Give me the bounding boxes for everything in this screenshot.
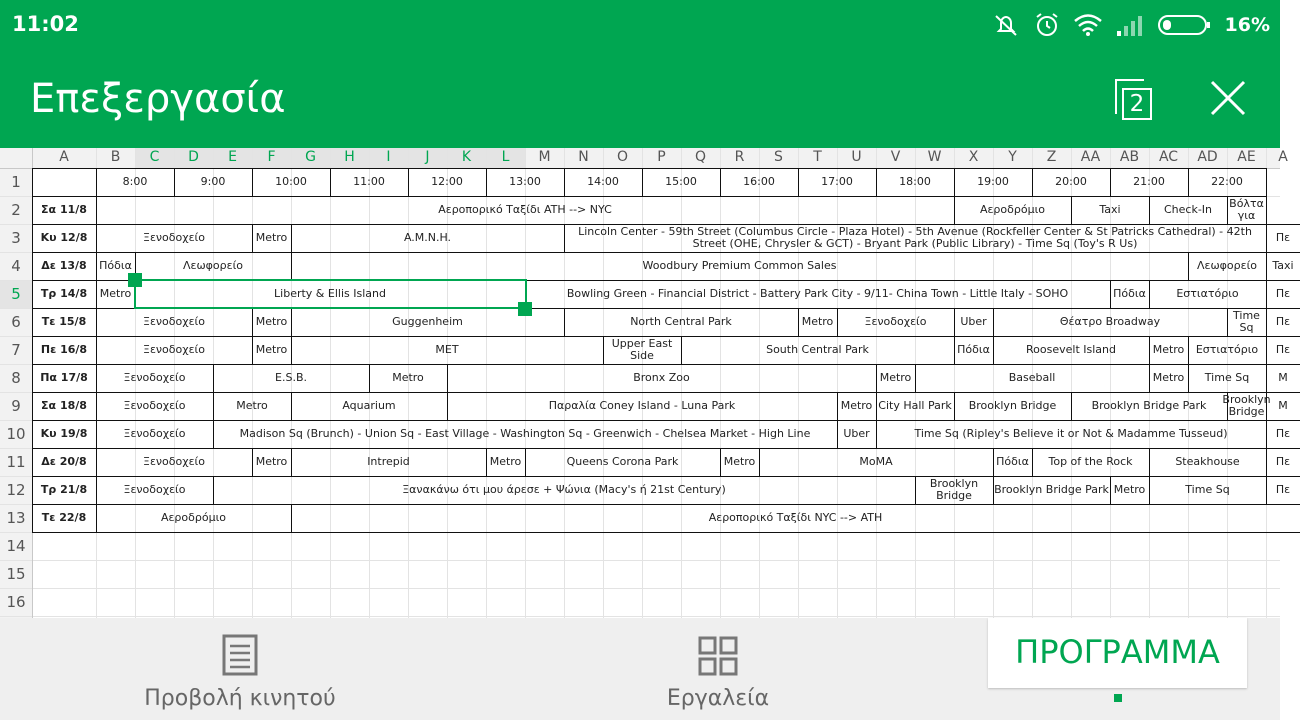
row-header[interactable]: 13 [6, 509, 26, 527]
grid-cell[interactable]: 12:00 [431, 175, 463, 188]
grid-cell[interactable]: Δε 20/8 [41, 455, 87, 468]
grid-cell[interactable]: Ξενοδοχείο [143, 315, 205, 328]
row-header[interactable]: 2 [11, 201, 21, 219]
status-time: 11:02 [12, 12, 79, 36]
battery-percent: 16% [1224, 14, 1270, 36]
row-header[interactable]: 6 [11, 313, 21, 331]
grid-cell[interactable]: Πε 16/8 [40, 343, 88, 356]
grid-cell[interactable]: Αεροδρόμιο [979, 203, 1046, 216]
grid-cell[interactable]: MET [435, 343, 459, 356]
grid-cell[interactable]: Metro [99, 287, 132, 300]
grid-cell[interactable]: M [1278, 371, 1288, 384]
grid-cell[interactable]: Roosevelt Island [1026, 343, 1116, 356]
row-header[interactable]: 15 [6, 565, 26, 583]
grid-cell[interactable]: Πε [1275, 455, 1291, 468]
grid-cell[interactable]: South Central Park [766, 343, 869, 356]
grid-cell[interactable]: Ξενοδοχείο [143, 455, 205, 468]
grid-cell[interactable]: Λεωφορείο [182, 259, 244, 272]
grid-cell[interactable]: Metro [255, 343, 288, 356]
close-icon[interactable] [1208, 78, 1248, 118]
grid-cell[interactable]: Baseball [1008, 371, 1056, 384]
grid-cell[interactable]: Σα 11/8 [41, 203, 87, 216]
column-header[interactable]: E [228, 149, 237, 165]
grid-cell[interactable]: Time Sq (Ripley's Believe it or Not & Madamme Tusseud) [914, 427, 1228, 440]
row-header[interactable]: 9 [11, 397, 21, 415]
column-header[interactable]: B [110, 149, 121, 165]
grid-cell[interactable]: 8:00 [122, 175, 148, 188]
grid-cell[interactable]: Πόδια [996, 455, 1029, 468]
grid-cell[interactable]: 15:00 [665, 175, 697, 188]
column-header[interactable]: X [968, 149, 979, 165]
grid-icon [698, 636, 738, 676]
row-header[interactable]: 14 [6, 537, 26, 555]
grid-cell[interactable]: 18:00 [899, 175, 931, 188]
grid-cell[interactable]: Uber [843, 427, 870, 440]
grid-cell[interactable]: 16:00 [743, 175, 775, 188]
column-header[interactable]: N [578, 149, 589, 165]
grid-cell[interactable]: Bowling Green - Financial District - Battery Park City - 9/11- China Town - Little Italy - SOHO [566, 287, 1069, 300]
column-header[interactable]: R [734, 149, 745, 165]
alarm-icon [1033, 11, 1061, 39]
grid-cell[interactable]: Τε 15/8 [41, 315, 87, 328]
grid-cell[interactable]: 14:00 [587, 175, 619, 188]
column-header[interactable]: AC [1158, 149, 1179, 165]
grid-cell[interactable]: Πε [1275, 343, 1291, 356]
status-bar [0, 0, 1280, 50]
grid-cell[interactable]: Ξενοδοχείο [864, 315, 927, 328]
column-header[interactable]: L [501, 149, 510, 165]
grid-cell[interactable]: Uber [960, 315, 987, 328]
row-header[interactable]: 7 [11, 341, 21, 359]
grid-cell[interactable]: City Hall Park [878, 399, 952, 412]
column-header[interactable]: A [1278, 149, 1288, 165]
grid-cell[interactable]: Metro [879, 371, 912, 384]
grid-cell[interactable]: 20:00 [1055, 175, 1087, 188]
grid-cell[interactable]: Θέατρο Broadway [1059, 315, 1161, 328]
status-icons [991, 10, 1270, 40]
column-header[interactable]: AB [1119, 149, 1140, 165]
grid-cell[interactable]: Πα 17/8 [40, 371, 88, 384]
bottom-toolbar [0, 618, 1280, 720]
mobile-view-label: Προβολή κινητού [144, 686, 336, 711]
row-header[interactable]: 11 [6, 453, 26, 471]
grid-cell[interactable]: Metro [723, 455, 756, 468]
column-header[interactable]: Z [1046, 149, 1057, 165]
grid-cell[interactable] [32, 168, 96, 196]
column-header[interactable]: AE [1237, 149, 1256, 165]
grid-cell[interactable]: North Central Park [630, 315, 732, 328]
grid-cell[interactable]: Queens Corona Park [566, 455, 679, 468]
grid-cell[interactable]: Ξενοδοχείο [123, 399, 186, 412]
column-header[interactable]: V [890, 149, 901, 165]
grid-cell[interactable]: Βόλτα για [1229, 197, 1264, 222]
grid-cell[interactable]: Πε [1275, 315, 1291, 328]
sheet-tab-label: ΠΡΟΓΡΑΜΜΑ [1015, 633, 1220, 671]
grid-cell[interactable]: Metro [1152, 343, 1185, 356]
grid-cell[interactable]: Upper East Side [611, 337, 673, 362]
grid-cell[interactable]: Πε [1275, 483, 1291, 496]
grid-cell[interactable]: Brooklyn Bridge [968, 399, 1057, 412]
grid-cell[interactable]: Bronx Zoo [633, 371, 690, 384]
column-header[interactable]: P [657, 149, 666, 165]
grid-cell[interactable]: Πόδια [1113, 287, 1146, 300]
column-header[interactable]: F [267, 149, 276, 165]
document-icon [220, 634, 260, 676]
grid-cell[interactable]: Ξενοδοχείο [123, 483, 186, 496]
grid-cell[interactable]: 11:00 [353, 175, 385, 188]
selection-start-handle[interactable] [128, 273, 142, 287]
spreadsheet-grid[interactable] [0, 148, 1294, 618]
grid-cell[interactable]: Taxi [1099, 203, 1121, 216]
column-header[interactable]: W [927, 149, 942, 165]
column-header[interactable]: U [851, 149, 862, 165]
column-header[interactable]: Q [694, 149, 707, 165]
column-header[interactable]: AD [1197, 149, 1218, 165]
grid-cell[interactable]: 19:00 [977, 175, 1009, 188]
grid-cell[interactable]: Time Sq [1204, 371, 1250, 384]
grid-cell[interactable]: Κυ 12/8 [40, 231, 88, 244]
row-header[interactable]: 12 [6, 481, 26, 499]
column-header[interactable]: O [616, 149, 629, 165]
grid-cell[interactable]: 21:00 [1133, 175, 1165, 188]
grid-cell[interactable]: Metro [489, 455, 522, 468]
grid-cell[interactable]: Εστιατόριο [1176, 287, 1239, 300]
mute-icon [991, 12, 1021, 38]
row-header[interactable]: 1 [11, 173, 21, 191]
page-title: Επεξεργασία [30, 76, 286, 122]
grid-cell[interactable]: 10:00 [275, 175, 307, 188]
grid-cell[interactable]: Τρ 21/8 [40, 483, 88, 496]
row-header[interactable]: 4 [11, 257, 21, 275]
grid-cell[interactable]: Metro [255, 455, 288, 468]
grid-cell[interactable]: Αεροπορικό Ταξίδι ATH --> NYC [438, 203, 612, 216]
grid-cell[interactable]: Αεροπορικό Ταξίδι NYC --> ATH [708, 511, 883, 524]
row-header[interactable]: 3 [11, 229, 21, 247]
sheet-count: 2 [1122, 88, 1152, 120]
app-bar [0, 50, 1280, 148]
column-header[interactable]: Y [1008, 149, 1017, 165]
grid-cell[interactable]: Check-In [1163, 203, 1213, 216]
grid-cell[interactable]: Metro [1113, 483, 1146, 496]
grid-cell[interactable]: Brooklyn Bridge Park [1091, 399, 1207, 412]
grid-cell[interactable]: Metro [236, 399, 268, 412]
row-header[interactable]: 16 [6, 593, 26, 611]
grid-cell[interactable]: Πόδια [957, 343, 990, 356]
grid-cell[interactable]: Παραλία Coney Island - Luna Park [548, 399, 736, 412]
grid-cell[interactable]: Aquarium [342, 399, 396, 412]
grid-cell[interactable]: A.M.N.H. [403, 231, 452, 244]
grid-cell[interactable]: Λεωφορείο [1196, 259, 1258, 272]
grid-cell[interactable]: Liberty & Ellis Island [274, 287, 386, 300]
grid-cell[interactable]: Brooklyn Bridge Park [994, 483, 1109, 496]
grid-cell[interactable]: Εστιατόριο [1195, 343, 1259, 356]
grid-cell[interactable]: Ξενοδοχείο [123, 371, 186, 384]
row-header[interactable]: 5 [11, 285, 21, 303]
grid-cell[interactable]: Ξανακάνω ότι μου άρεσε + Ψώνια (Macy's ή 21st Century) [402, 483, 726, 496]
grid-cell[interactable]: Brooklyn Bridge [929, 477, 979, 502]
grid-cell[interactable]: E.S.B. [275, 371, 307, 384]
column-header[interactable]: A [59, 149, 69, 165]
grid-cell[interactable]: 13:00 [509, 175, 541, 188]
row-header[interactable]: 8 [11, 369, 21, 387]
grid-cell[interactable]: Metro [255, 315, 288, 328]
grid-cell[interactable]: Τε 22/8 [41, 511, 87, 524]
column-header[interactable]: J [425, 149, 430, 165]
grid-cell[interactable]: Τρ 14/8 [40, 287, 88, 300]
selection-end-handle[interactable] [518, 302, 532, 316]
sheets-button[interactable] [1106, 76, 1154, 124]
grid-cell[interactable]: 17:00 [821, 175, 853, 188]
selection-range [134, 279, 527, 309]
grid-cell[interactable]: Metro [392, 371, 424, 384]
grid-cell[interactable]: Madison Sq (Brunch) - Union Sq - East Village - Washington Sq - Greenwich - Chelsea Market - High Line [239, 427, 811, 440]
grid-cell[interactable]: Steakhouse [1175, 455, 1240, 468]
tools-button[interactable] [568, 618, 868, 720]
column-header[interactable]: D [188, 149, 199, 165]
grid-cell[interactable]: Πόδια [99, 259, 132, 272]
grid-cell[interactable]: Brooklyn Bridge [1222, 393, 1271, 418]
grid-cell[interactable]: Δε 13/8 [41, 259, 87, 272]
grid-cell[interactable]: Taxi [1272, 259, 1294, 272]
grid-cell[interactable]: Metro [840, 399, 873, 412]
mobile-view-button[interactable] [90, 618, 390, 720]
grid-cell[interactable]: MoMA [859, 455, 893, 468]
grid-cell[interactable]: Ξενοδοχείο [143, 231, 205, 244]
grid-cell[interactable]: Woodbury Premium Common Sales [642, 259, 837, 272]
column-header[interactable]: M [538, 149, 551, 165]
grid-cell[interactable]: Πε [1275, 427, 1291, 440]
column-header[interactable]: AA [1080, 149, 1101, 165]
column-header[interactable]: K [461, 149, 472, 165]
battery-icon [1157, 13, 1213, 37]
row-header[interactable]: 10 [6, 425, 26, 443]
grid-cell[interactable]: 9:00 [200, 175, 226, 188]
column-header[interactable]: T [813, 149, 822, 165]
grid-cell[interactable]: Time Sq [1185, 483, 1230, 496]
column-header[interactable]: G [305, 149, 316, 165]
grid-cell[interactable]: Κυ 19/8 [40, 427, 88, 440]
grid-cell[interactable]: Intrepid [367, 455, 410, 468]
grid-cell[interactable]: Αεροδρόμιο [160, 511, 227, 524]
grid-cell[interactable]: Time Sq [1233, 309, 1260, 334]
grid-cell[interactable]: Πε [1275, 231, 1291, 244]
wifi-icon [1073, 13, 1103, 37]
column-header[interactable]: S [774, 149, 783, 165]
grid-cell[interactable]: M [1278, 399, 1288, 412]
column-header[interactable]: I [386, 149, 391, 165]
column-header[interactable]: C [149, 149, 160, 165]
column-header[interactable]: H [344, 149, 355, 165]
active-sheet-indicator [1114, 694, 1122, 702]
signal-icon [1115, 13, 1145, 37]
grid-cell[interactable]: Ξενοδοχείο [123, 427, 186, 440]
sheet-tab-programma[interactable] [988, 618, 1247, 688]
grid-cell[interactable]: Top of the Rock [1048, 455, 1133, 468]
grid-cell[interactable]: Metro [255, 231, 288, 244]
grid-cell[interactable]: Metro [1152, 371, 1185, 384]
grid-cell[interactable]: Πε [1275, 287, 1291, 300]
grid-cell[interactable]: 22:00 [1211, 175, 1243, 188]
grid-cell[interactable]: Σα 18/8 [41, 399, 87, 412]
grid-cell[interactable]: Lincoln Center - 59th Street (Columbus Circle - Plaza Hotel) - 5th Avenue (Rockfeller Center & St Patricks Cathedral) - 42th Street (OHE, Chrysler & GCT) - Bryant Park (Public Library) - Time Sq (Toy's R Us) [578, 225, 1252, 250]
tools-label: Εργαλεία [666, 686, 770, 711]
grid-cell[interactable]: Guggenheim [392, 315, 463, 328]
grid-cell[interactable]: Metro [801, 315, 834, 328]
grid-cell[interactable]: Ξενοδοχείο [143, 343, 205, 356]
